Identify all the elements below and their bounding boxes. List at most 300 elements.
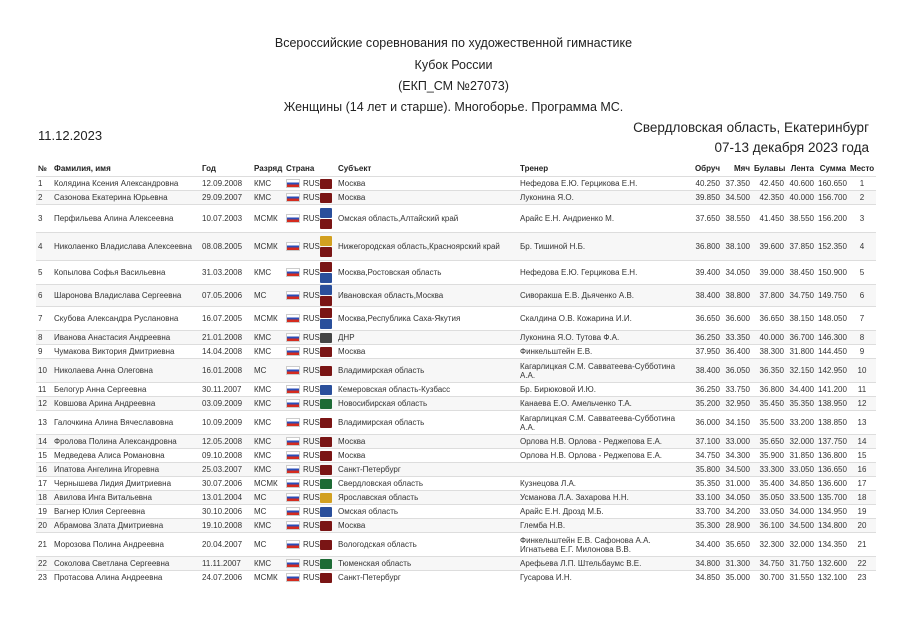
score-hoop: 36.250: [686, 331, 722, 345]
rank: КМС: [254, 179, 272, 188]
birth-date: 08.08.2005: [200, 233, 252, 261]
country-cell: [284, 205, 318, 233]
score-total: 138.950: [816, 397, 848, 411]
country-code: RUS: [303, 213, 320, 223]
athlete-name: Сазонова Екатерина Юрьевна: [52, 191, 200, 205]
coat-of-arms-icon: [320, 399, 332, 409]
rank: КМС: [254, 418, 272, 427]
birth-date: 16.01.2008: [200, 359, 252, 383]
country-code: RUS: [303, 417, 320, 427]
region: Санкт-Петербург: [336, 463, 518, 477]
score-hoop: 38.400: [686, 359, 722, 383]
score-hoop: 36.650: [695, 314, 720, 323]
rank: МС: [252, 359, 284, 383]
row-number: 10: [36, 359, 52, 383]
birth-date: 25.03.2007: [200, 463, 252, 477]
region: Москва: [338, 179, 366, 188]
russia-flag-icon: [286, 291, 300, 300]
score-total: 160.650: [818, 179, 847, 188]
country-cell: [284, 261, 318, 285]
coat-of-arms-icon: [320, 193, 332, 203]
athlete-name: Копылова Софья Васильевна: [54, 268, 166, 277]
score-ribbon: 40.600: [789, 179, 814, 188]
coat-of-arms-cell: [318, 191, 336, 205]
table-row: [36, 177, 876, 191]
row-number: 17: [38, 479, 47, 488]
birth-date: 03.09.2009: [200, 397, 252, 411]
row-number: 2: [36, 191, 52, 205]
row-number: 21: [38, 540, 47, 549]
score-ball: 32.950: [722, 397, 752, 411]
coach: Кузнецова Л.А.: [520, 479, 576, 488]
country-cell: [284, 345, 318, 359]
score-ribbon: 34.850: [789, 479, 814, 488]
russia-flag-icon: [286, 493, 300, 502]
country-cell: [284, 383, 318, 397]
column-header: Лента: [790, 163, 814, 173]
score-total: 142.950: [816, 359, 848, 383]
score-total: 146.300: [816, 331, 848, 345]
score-clubs: 35.900: [759, 451, 784, 460]
row-number: 9: [38, 347, 43, 356]
coat-of-arms-icon: [320, 573, 332, 583]
score-ball: 34.150: [725, 418, 750, 427]
country-cell: [284, 307, 318, 331]
column-header: Год: [202, 163, 216, 173]
score-ribbon: 34.000: [789, 507, 814, 516]
rank: КМС: [252, 435, 284, 449]
coach: Скалдина О.В. Кожарина И.И.: [520, 314, 632, 323]
table-row: [36, 397, 876, 411]
table-row: [36, 519, 876, 533]
country-cell: [284, 449, 318, 463]
column-header: Обруч: [694, 163, 720, 173]
russia-flag-icon: [286, 418, 300, 427]
coat-of-arms-cell: [318, 285, 336, 307]
table-row: [36, 449, 876, 463]
region: ДНР: [336, 331, 518, 345]
cup-title: Кубок России: [414, 58, 493, 72]
table-row: [36, 307, 876, 331]
country-cell: [284, 191, 318, 205]
athlete-name: Скубова Александра Руслановна: [54, 314, 179, 323]
russia-flag-icon: [286, 366, 300, 375]
score-ribbon: 34.750: [786, 285, 816, 307]
rank: КМС: [252, 191, 284, 205]
region: Омская область: [338, 507, 399, 516]
place: 18: [848, 491, 876, 505]
russia-flag-icon: [286, 521, 300, 530]
coat-of-arms-icon: [320, 219, 332, 229]
coach: Бр. Бирюковой И.Ю.: [520, 385, 596, 394]
score-ball: 28.900: [722, 519, 752, 533]
coat-of-arms-icon: [320, 273, 332, 283]
score-clubs: 42.350: [752, 191, 786, 205]
russia-flag-icon: [286, 242, 300, 251]
score-total: 136.650: [816, 463, 848, 477]
score-clubs: 36.350: [752, 359, 786, 383]
region: Москва,Ростовская область: [338, 268, 442, 277]
athlete-name: Авилова Инга Витальевна: [52, 491, 200, 505]
score-ball: 34.050: [725, 268, 750, 277]
score-ribbon: 38.550: [789, 214, 814, 223]
table-row: [36, 285, 876, 307]
russia-flag-icon: [286, 559, 300, 568]
country-code: RUS: [303, 450, 320, 460]
score-ball: 34.500: [722, 191, 752, 205]
score-ball: 36.600: [725, 314, 750, 323]
table-row: [36, 533, 876, 557]
coat-of-arms-cell: [318, 307, 336, 331]
athlete-name: Белогур Анна Сергеевна: [54, 385, 147, 394]
russia-flag-icon: [286, 437, 300, 446]
score-hoop: 34.800: [686, 557, 722, 571]
region: Москва: [336, 191, 518, 205]
score-total: 132.600: [816, 557, 848, 571]
score-hoop: 39.850: [686, 191, 722, 205]
score-ball: 38.800: [722, 285, 752, 307]
athlete-name: Фролова Полина Александровна: [52, 435, 200, 449]
country-code: RUS: [303, 192, 320, 202]
score-total: 136.800: [818, 451, 847, 460]
country-code: RUS: [303, 384, 320, 394]
coat-of-arms-icon: [320, 179, 332, 189]
birth-date: 16.07.2005: [202, 314, 243, 323]
coat-of-arms-icon: [320, 319, 332, 329]
score-ball: 31.300: [722, 557, 752, 571]
column-header: Сумма: [819, 163, 846, 173]
athlete-name: Ипатова Ангелина Игоревна: [52, 463, 200, 477]
country-code: RUS: [303, 313, 320, 323]
coat-of-arms-icon: [320, 418, 332, 428]
score-total: 156.700: [816, 191, 848, 205]
rank: КМС: [252, 463, 284, 477]
coach: Бр. Тишиной Н.Б.: [518, 233, 686, 261]
score-total: 132.100: [818, 573, 847, 583]
column-header: №: [38, 163, 47, 173]
birth-date: 21.01.2008: [200, 331, 252, 345]
score-ribbon: 32.000: [789, 540, 814, 549]
country-code: RUS: [303, 365, 320, 375]
place: 22: [848, 557, 876, 571]
column-header: Разряд: [254, 163, 283, 173]
coach: Кагарлицкая С.М. Савватеева-Субботина А.А.: [518, 359, 686, 383]
column-header: Страна: [286, 163, 315, 173]
coat-of-arms-icon: [320, 347, 332, 357]
country-cell: [284, 557, 318, 571]
score-ball: 33.000: [722, 435, 752, 449]
rank: КМС: [254, 268, 272, 277]
coach: Арефьева Л.П. Штельбаумс В.Е.: [518, 557, 686, 571]
coat-of-arms-cell: [318, 411, 336, 435]
region: Москва: [336, 519, 518, 533]
place: 5: [859, 268, 865, 277]
score-hoop: 35.350: [695, 479, 720, 488]
russia-flag-icon: [286, 347, 300, 356]
country-cell: [284, 233, 318, 261]
score-total: 152.350: [816, 233, 848, 261]
score-ball: 38.100: [722, 233, 752, 261]
place: 9: [859, 347, 865, 356]
coach: Канаева Е.О. Амельченко Т.А.: [518, 397, 686, 411]
event-dates: 07-13 декабря 2023 года: [714, 140, 869, 155]
table-row: [36, 557, 876, 571]
coach: Глемба Н.В.: [518, 519, 686, 533]
coat-of-arms-cell: [318, 571, 336, 585]
score-ribbon: 34.500: [786, 519, 816, 533]
score-hoop: 34.400: [695, 540, 720, 549]
rank: КМС: [254, 347, 272, 356]
rank: КМС: [252, 331, 284, 345]
score-hoop: 35.200: [686, 397, 722, 411]
coach: Нефедова Е.Ю. Герцикова Е.Н.: [520, 179, 638, 188]
birth-date: 31.03.2008: [202, 268, 243, 277]
score-hoop: 36.000: [695, 418, 720, 427]
country-cell: [284, 505, 318, 519]
place: 6: [848, 285, 876, 307]
coat-of-arms-icon: [320, 262, 332, 272]
rank: МСМК: [254, 479, 278, 488]
coat-of-arms-cell: [318, 345, 336, 359]
rank: КМС: [254, 451, 272, 460]
russia-flag-icon: [286, 540, 300, 549]
score-ribbon: 40.000: [786, 191, 816, 205]
score-ball: 33.350: [722, 331, 752, 345]
russia-flag-icon: [286, 193, 300, 202]
country-code: RUS: [303, 506, 320, 516]
table-row: [36, 191, 876, 205]
score-clubs: 35.050: [752, 491, 786, 505]
table-row: [36, 331, 876, 345]
score-ribbon: 33.050: [786, 463, 816, 477]
birth-date: 13.01.2004: [200, 491, 252, 505]
coat-of-arms-cell: [318, 233, 336, 261]
table-row: [36, 477, 876, 491]
row-number: 20: [36, 519, 52, 533]
score-total: 137.750: [816, 435, 848, 449]
athlete-name: Николаева Анна Олеговна: [52, 359, 200, 383]
coat-of-arms-cell: [318, 505, 336, 519]
russia-flag-icon: [286, 465, 300, 474]
column-header: Фамилия, имя: [54, 163, 111, 173]
athlete-name: Соколова Светлана Сергеевна: [52, 557, 200, 571]
score-clubs: 39.000: [759, 268, 784, 277]
athlete-name: Чумакова Виктория Дмитриевна: [54, 347, 175, 356]
region: Москва: [336, 435, 518, 449]
score-hoop: 36.250: [695, 385, 720, 394]
coach: Орлова Н.В. Орлова - Реджепова Е.А.: [520, 451, 662, 460]
coat-of-arms-icon: [320, 521, 332, 531]
score-hoop: 33.100: [686, 491, 722, 505]
country-code: RUS: [303, 478, 320, 488]
score-clubs: 30.700: [759, 573, 784, 583]
score-clubs: 32.300: [759, 540, 784, 549]
score-clubs: 39.600: [752, 233, 786, 261]
score-hoop: 34.850: [695, 573, 720, 583]
region: Москва,Республика Саха-Якутия: [338, 314, 461, 323]
score-clubs: 36.650: [759, 314, 784, 323]
rank: МС: [254, 540, 267, 549]
coat-of-arms-cell: [318, 533, 336, 557]
birth-date: 12.09.2008: [202, 179, 243, 188]
birth-date: 10.07.2003: [202, 214, 243, 223]
row-number: 3: [38, 214, 43, 223]
region: Вологодская область: [338, 540, 417, 549]
country-code: RUS: [303, 398, 320, 408]
table-row: [36, 205, 876, 233]
birth-date: 09.10.2008: [202, 451, 243, 460]
venue: Свердловская область, Екатеринбург: [633, 120, 869, 135]
row-number: 7: [38, 314, 43, 323]
russia-flag-icon: [286, 179, 300, 188]
athlete-name: Вагнер Юлия Сергеевна: [54, 507, 146, 516]
score-hoop: 35.800: [686, 463, 722, 477]
score-total: 134.950: [818, 507, 847, 516]
coat-of-arms-icon: [320, 208, 332, 218]
score-total: 141.200: [818, 385, 847, 394]
country-code: RUS: [303, 464, 320, 474]
score-ribbon: 36.700: [786, 331, 816, 345]
coat-of-arms-icon: [320, 308, 332, 318]
birth-date: 10.09.2009: [202, 418, 243, 427]
birth-date: 29.09.2007: [200, 191, 252, 205]
table-row: [36, 359, 876, 383]
coat-of-arms-icon: [320, 296, 332, 306]
coach: Финкельштейн Е.В.: [520, 347, 593, 356]
russia-flag-icon: [286, 399, 300, 408]
score-ribbon: 37.850: [786, 233, 816, 261]
place: 12: [848, 397, 876, 411]
country-cell: [284, 331, 318, 345]
coat-of-arms-cell: [318, 359, 336, 383]
rank: МСМК: [254, 314, 278, 323]
table-header: [36, 160, 876, 177]
birth-date: 30.10.2006: [202, 507, 243, 516]
score-ribbon: 32.000: [786, 435, 816, 449]
score-hoop: 37.650: [695, 214, 720, 223]
coat-of-arms-icon: [320, 366, 332, 376]
rank: КМС: [252, 397, 284, 411]
birth-date: 14.04.2008: [202, 347, 243, 356]
coat-of-arms-icon: [320, 285, 332, 295]
country-code: RUS: [303, 436, 320, 446]
birth-date: 11.11.2007: [200, 557, 252, 571]
athlete-name: Шаронова Владислава Сергеевна: [52, 285, 200, 307]
score-hoop: 35.300: [686, 519, 722, 533]
score-total: 144.450: [818, 347, 847, 356]
place: 14: [848, 435, 876, 449]
country-cell: [284, 359, 318, 383]
report-date: 11.12.2023: [38, 128, 103, 143]
place: 17: [857, 479, 867, 488]
table-row: [36, 505, 876, 519]
coat-of-arms-cell: [318, 435, 336, 449]
country-code: RUS: [303, 241, 320, 251]
region: Ярославская область: [336, 491, 518, 505]
table-row: [36, 233, 876, 261]
coat-of-arms-cell: [318, 205, 336, 233]
russia-flag-icon: [286, 573, 300, 582]
score-clubs: 35.400: [759, 479, 784, 488]
region: Нижегородская область,Красноярский край: [336, 233, 518, 261]
coat-of-arms-icon: [320, 507, 332, 517]
athlete-name: Чернышева Лидия Дмитриевна: [54, 479, 172, 488]
place: 11: [857, 385, 867, 394]
athlete-name: Протасова Алина Андреевна: [54, 573, 163, 583]
coat-of-arms-cell: [318, 261, 336, 285]
row-number: 4: [36, 233, 52, 261]
coach: Луконина Я.О. Тутова Ф.А.: [518, 331, 686, 345]
place: 20: [848, 519, 876, 533]
coach: Сиворакша Е.В. Дьяченко А.В.: [518, 285, 686, 307]
coat-of-arms-cell: [318, 449, 336, 463]
coat-of-arms-cell: [318, 491, 336, 505]
athlete-name: Перфильева Алина Алексеевна: [54, 214, 174, 223]
birth-date: 12.05.2008: [200, 435, 252, 449]
score-ribbon: 38.450: [789, 268, 814, 277]
table-row: [36, 383, 876, 397]
score-clubs: 33.050: [759, 507, 784, 516]
country-code: RUS: [303, 346, 320, 356]
row-number: 8: [36, 331, 52, 345]
column-header: [318, 160, 336, 177]
score-total: 150.900: [818, 268, 847, 277]
table-row: [36, 491, 876, 505]
rank: МС: [254, 507, 267, 516]
score-clubs: 36.800: [759, 385, 784, 394]
region: Новосибирская область: [336, 397, 518, 411]
coat-of-arms-icon: [320, 451, 332, 461]
score-clubs: 35.650: [752, 435, 786, 449]
birth-date: 30.11.2007: [202, 385, 242, 394]
score-clubs: 35.500: [759, 418, 784, 427]
athlete-name: Медведева Алиса Романовна: [54, 451, 165, 460]
place: 3: [859, 214, 865, 223]
score-ribbon: 31.850: [789, 451, 814, 460]
score-total: 136.600: [818, 479, 847, 488]
rank: МСМК: [254, 214, 278, 223]
score-ball: 33.750: [725, 385, 750, 394]
score-ribbon: 31.800: [789, 347, 814, 356]
coat-of-arms-cell: [318, 519, 336, 533]
table-row: [36, 571, 876, 585]
score-hoop: 37.100: [686, 435, 722, 449]
rank: КМС: [252, 557, 284, 571]
russia-flag-icon: [286, 314, 300, 323]
region: Ивановская область,Москва: [336, 285, 518, 307]
score-hoop: 40.250: [695, 179, 720, 188]
score-ball: 34.050: [722, 491, 752, 505]
score-hoop: 36.800: [686, 233, 722, 261]
table-row: [36, 345, 876, 359]
coat-of-arms-icon: [320, 540, 332, 550]
athlete-name: Колядина Ксения Александровна: [54, 179, 179, 188]
country-cell: [284, 397, 318, 411]
score-hoop: 37.950: [695, 347, 720, 356]
row-number: 5: [38, 268, 43, 277]
rank: МСМК: [254, 573, 278, 583]
country-cell: [284, 533, 318, 557]
score-total: 134.350: [818, 540, 847, 549]
coat-of-arms-icon: [320, 385, 332, 395]
country-code: RUS: [303, 332, 320, 342]
coat-of-arms-icon: [320, 465, 332, 475]
score-total: 156.200: [818, 214, 847, 223]
country-code: RUS: [303, 290, 320, 300]
region: Москва: [338, 451, 366, 460]
country-code: RUS: [303, 492, 320, 502]
country-cell: [284, 411, 318, 435]
